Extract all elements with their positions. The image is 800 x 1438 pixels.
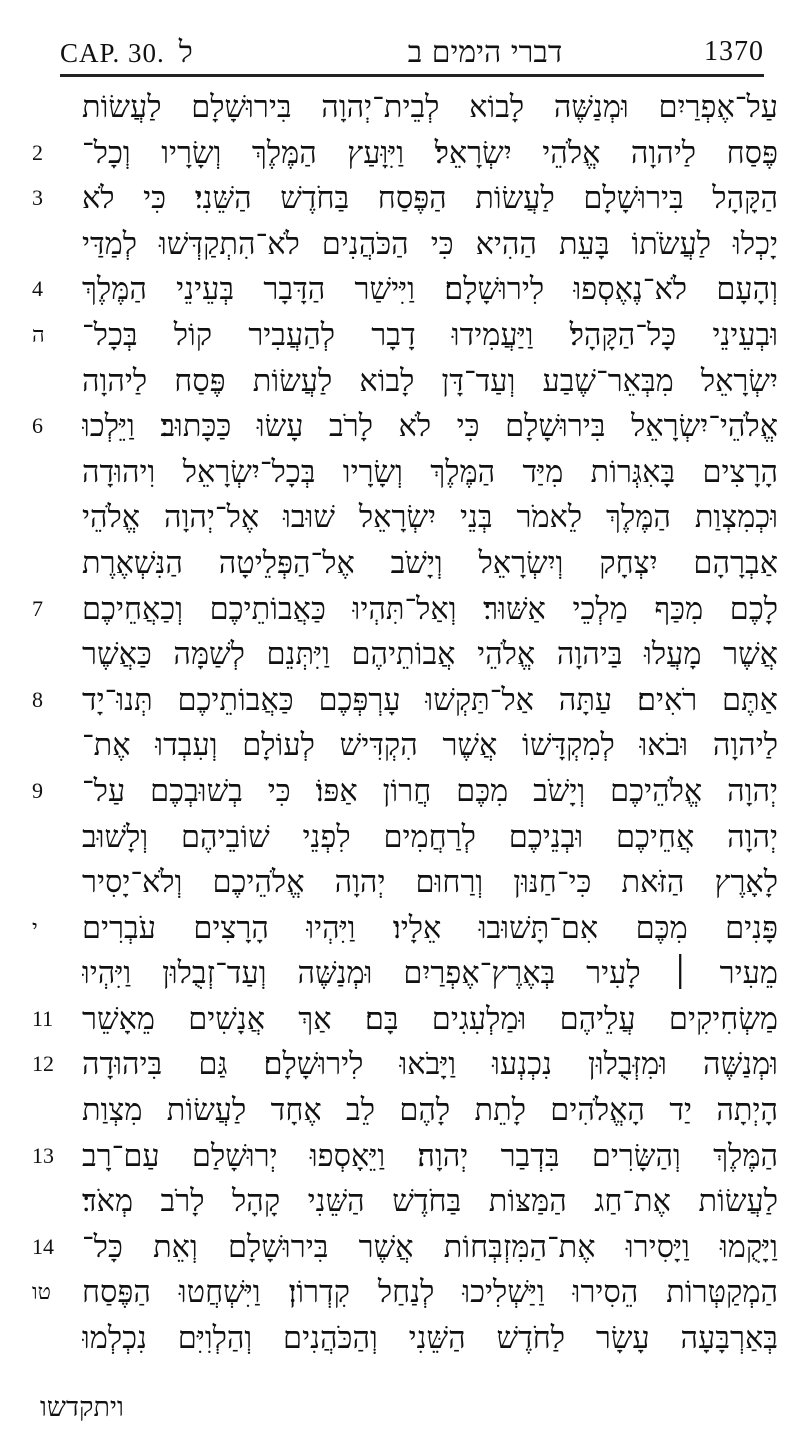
text-line — [30, 907, 790, 953]
line-text: וּבְעֵינֵי כָּל־הַקָּהָל׃ וַיַּעֲמִידוּ דָבָר לְהַעֲבִיר קוֹל בְּכָל־ — [82, 317, 778, 353]
line-text: הַקָּהָל בִּירוּשָׁלָם לַעֲשׂוֹת הַפֶּסַח בַּחֹדֶשׁ הַשֵּׁנִי׃ כִּי לֹא — [82, 181, 778, 217]
line-text: מַשְׂחִיקִים עֲלֵיהֶם וּמַלְעִגִים בָּם׃ אַךְ אֲנָשִׁים מֵאָשֵׁר — [82, 1001, 778, 1037]
line-text: וַיָּקֻמוּ וַיָּסִירוּ אֶת־הַמִּזְבְּחוֹת אֲשֶׁר בִּירוּשָׁלָם וְאֵת כָּל־ — [82, 1229, 778, 1265]
line-text: אֲשֶׁר מָעֲלוּ בַּיהוָה אֱלֹהֵי אֲבוֹתֵיהֶם וַיִּתְּנֵם לְשַׁמָּה כַּאֲשֶׁר — [82, 637, 778, 673]
line-text: אַתֶּם רֹאִים׃ עַתָּה אַל־תַּקְשׁוּ עָרְפְּכֶם כַּאֲבוֹתֵיכֶם תְּנוּ־יָד — [82, 682, 778, 718]
text-line — [30, 132, 790, 178]
chapter-label: CAP. 30. — [60, 37, 165, 68]
text-line — [30, 405, 790, 451]
text-line — [30, 451, 790, 497]
line-text: לָאָרֶץ הַזֹּאת כִּי־חַנּוּן וְרַחוּם יְהוָה אֱלֹהֵיכֶם וְלֹא־יָסִיר — [82, 865, 778, 901]
line-text: יְהוָה אֱלֹהֵיכֶם וְיָשֹׁב מִכֶּם חֲרוֹן אַפּוֹ׃ כִּי בְשׁוּבְכֶם עַל־ — [82, 773, 778, 809]
text-line — [30, 268, 790, 314]
page-number: 1370 — [704, 36, 764, 67]
text-line — [30, 633, 790, 679]
line-text: וּכְמִצְוַת הַמֶּלֶךְ לֵאמֹר בְּנֵי יִשְׂרָאֵל שׁוּבוּ אֶל־יְהוָה אֱלֹהֵי — [82, 500, 778, 536]
book-title: דברי הימים ב — [407, 34, 563, 70]
text-line — [30, 998, 790, 1044]
line-text: אֱלֹהֵי־יִשְׂרָאֵל בִּירוּשָׁלָם כִּי לֹא לָרֹב עָשׂוּ כַּכָּתוּב׃ וַיֵּלְכוּ — [82, 409, 778, 445]
line-text: הָרָצִים בָּאִגְּרוֹת מִיַּד הַמֶּלֶךְ וְשָׂרָיו בְּכָל־יִשְׂרָאֵל וִיהוּדָה — [82, 454, 778, 490]
catchword: ויתקדשו — [40, 1392, 124, 1423]
verse-number: ה — [32, 322, 45, 348]
text-line — [30, 542, 790, 588]
verse-number: 14 — [32, 1233, 54, 1259]
text-line — [30, 588, 790, 634]
line-text: וּמְנַשֶּׁה וּמִזְּבֻלוּן נִכְנְעוּ וַיָּבֹאוּ לִירוּשָׁלָם׃ גַּם בִּיהוּדָה — [82, 1047, 778, 1083]
text-line — [30, 360, 790, 406]
verse-number: י — [32, 915, 38, 941]
line-text: וְהָעָם לֹא־נֶאֶסְפוּ לִירוּשָׁלָם׃ וַיִּישַׁר הַדָּבָר בְּעֵינֵי הַמֶּלֶךְ — [82, 272, 778, 308]
chapter-letter: ל — [178, 34, 193, 70]
line-text: אַבְרָהָם יִצְחָק וְיִשְׂרָאֵל וְיָשֹׁב אֶל־הַפְּלֵיטָה הַנִּשְׁאֶרֶת — [82, 545, 778, 581]
line-text: הָיְתָה יַד הָאֱלֹהִים לָתֵת לָהֶם לֵב אֶחָד לַעֲשׂוֹת מִצְוַת — [82, 1093, 778, 1129]
text-line — [30, 1317, 790, 1363]
verse-number: 3 — [32, 185, 43, 211]
line-text: הַמֶּלֶךְ וְהַשָּׂרִים בִּדְבַר יְהוָה׃ וַיֵּאָסְפוּ יְרוּשָׁלַם עַם־רָב — [82, 1138, 778, 1174]
text-line — [30, 496, 790, 542]
text-line — [30, 86, 790, 132]
header-left — [60, 35, 193, 70]
text-line — [30, 1180, 790, 1226]
text-line — [30, 1043, 790, 1089]
line-text: עַל־אֶפְרַיִם וּמְנַשֶּׁה לָבוֹא לְבֵית־יְהוָה בִּירוּשָׁלָם לַעֲשׂוֹת — [82, 90, 778, 125]
text-block — [30, 86, 790, 1363]
line-text: יָכְלוּ לַעֲשֹׂתוֹ בָּעֵת הַהִיא כִּי הַכֹּהֲנִים לֹא־הִתְקַדְּשׁוּ לְמַדַּי — [82, 226, 778, 262]
text-line — [30, 861, 790, 907]
verse-number: 7 — [32, 595, 43, 621]
line-text: לָכֶם מִכַּף מַלְכֵי אַשּׁוּר׃ וְאַל־תִּהְיוּ כַּאֲבוֹתֵיכֶם וְכַאֲחֵיכֶם — [82, 591, 778, 627]
text-line — [30, 223, 790, 269]
line-text: פָּנִים מִכֶּם אִם־תָּשׁוּבוּ אֵלָיו׃ וַיִּהְיוּ הָרָצִים עֹבְרִים — [82, 910, 778, 946]
text-line — [30, 1135, 790, 1181]
verse-number: 12 — [32, 1051, 54, 1077]
text-line — [30, 1271, 790, 1317]
line-text: לַיהוָה וּבֹאוּ לְמִקְדָּשׁוֹ אֲשֶׁר הִקְדִּישׁ לְעוֹלָם וְעִבְדוּ אֶת־ — [82, 728, 778, 764]
verse-number: 4 — [32, 276, 43, 302]
verse-number: טו — [32, 1280, 51, 1306]
text-line — [30, 816, 790, 862]
text-line — [30, 770, 790, 816]
verse-number: 6 — [32, 413, 43, 439]
line-text: פֶּסַח לַיהוָה אֱלֹהֵי יִשְׂרָאֵל׃ וַיִּוָּעַץ הַמֶּלֶךְ וְשָׂרָיו וְכָל־ — [82, 135, 778, 171]
text-line — [30, 177, 790, 223]
verse-number: 8 — [32, 686, 43, 712]
verse-number: 11 — [32, 1005, 54, 1031]
line-text: מֵעִיר ׀ לָעִיר בְּאֶרֶץ־אֶפְרַיִם וּמְנַשֶּׁה וְעַד־זְבֻלוּן וַיִּהְיוּ — [82, 956, 778, 992]
verse-number: 13 — [32, 1142, 54, 1168]
text-line — [30, 1226, 790, 1272]
line-text: יִשְׂרָאֵל מִבְּאֵר־שֶׁבַע וְעַד־דָּן לָבוֹא לַעֲשׂוֹת פֶּסַח לַיהוָה — [82, 363, 778, 399]
verse-number: 2 — [32, 139, 43, 165]
text-line — [30, 314, 790, 360]
text-line — [30, 724, 790, 770]
verse-number: 9 — [32, 777, 43, 803]
line-text: לַעֲשׂוֹת אֶת־חַג הַמַּצּוֹת בַּחֹדֶשׁ הַשֵּׁנִי קָהָל לָרֹב מְאֹד׃ — [82, 1184, 778, 1220]
line-text: יְהוָה אֲחֵיכֶם וּבְנֵיכֶם לְרַחֲמִים לִפְנֵי שׁוֹבֵיהֶם וְלָשׁוּב — [82, 819, 778, 855]
text-line — [30, 679, 790, 725]
line-text: בְּאַרְבָּעָה עָשָׂר לַחֹדֶשׁ הַשֵּׁנִי וְהַכֹּהֲנִים וְהַלְוִיִּם נִכְלְמוּ — [82, 1321, 778, 1357]
line-text: הַמְקַטְּרוֹת הֵסִירוּ וַיַּשְׁלִיכוּ לְנַחַל קִדְרוֹן׃ וַיִּשְׁחֲטוּ הַפֶּסַח — [82, 1275, 778, 1311]
text-line — [30, 1089, 790, 1135]
running-header — [60, 30, 764, 77]
text-line — [30, 952, 790, 998]
